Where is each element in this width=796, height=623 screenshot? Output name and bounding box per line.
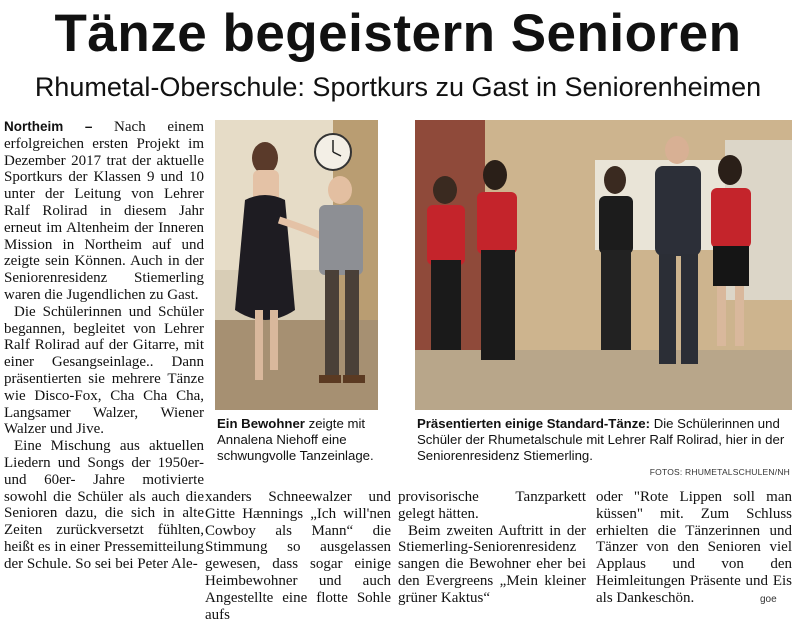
- article-paragraph: provisorische Tanzparkett gelegt hätten.: [398, 489, 586, 522]
- photo-credit: FOTOS: RHUMETALSCHULEN/NH: [649, 467, 790, 477]
- article-paragraph: Die Schülerinnen und Schüler begannen, begleitet von Lehrer Ralf Rolirad auf der Gitarre, mit einer Gesangseinlage.. Dann präsentierten sie mehrere Tänze wie Disco-Fox, Cha Cha Cha, Langsamer Walzer, Wiener Walzer und Jive.: [4, 303, 204, 438]
- dancing-pairs-photo: [415, 120, 792, 410]
- article-paragraph: [4, 119, 204, 304]
- article-column-4: [596, 489, 792, 608]
- caption-text: Die Schülerinnen und Schüler der Rhumetalschule mit Lehrer Ralf Rolirad, hier in der Seniorenresidenz Stiemerling.: [417, 416, 785, 463]
- dateline: Northeim –: [4, 119, 93, 134]
- article-column-3: [398, 489, 586, 608]
- author-tag: goe: [760, 594, 777, 605]
- headline: Tänze begeistern Senioren: [54, 4, 742, 63]
- photo-caption: [417, 416, 793, 464]
- caption-lead: Präsentierten einige Standard-Tänze:: [417, 416, 651, 431]
- caption-text: zeigte mit Annalena Niehoff eine schwungvolle Tanzeinlage.: [217, 416, 374, 463]
- article-paragraph: Eine Mischung aus aktuellen Liedern und Songs der 1950er- und 60er- Jahre motivierte sowohl die Schüler als auch die Senioren dazu, die sich in alte Zeiten zurückversetzt fühlten, heißt es in einer Pressemitteilung der Schule. So sei bei Peter Ale-: [4, 438, 204, 572]
- paragraph-text: Nach einem erfolgreichen ersten Projekt im Dezember 2017 trat der aktuelle Sportkurs der Klassen 9 und 10 unter der Leitung von Lehrer Ralf Rolirad in diesem Jahr erneut im Altenheim der Inneren Mission in Northeim auf und zeigte sein Können. Auch in der Seniorenresidenz Stiemerling waren die Jugendlichen zu Gast.: [4, 119, 204, 303]
- dancing-couple-photo: [215, 120, 378, 410]
- subheadline: Rhumetal-Oberschule: Sportkurs zu Gast in Seniorenheimen: [34, 72, 762, 102]
- article-column-1: [4, 119, 204, 609]
- photo-caption: [217, 416, 382, 464]
- article-column-2: [205, 489, 391, 623]
- article-paragraph: oder "Rote Lippen soll man küssen" mit. Zum Schluss erhielten die Tänzerinnen und Tänzer von den Senioren viel Applaus und von den Heimleitungen Präsente und Eis als Dankeschön.: [596, 489, 792, 606]
- article-paragraph: Beim zweiten Auftritt in der Stiemerling-Seniorenresidenz sangen die Bewohner eher bei den Evergreens „Mein kleiner grüner Kaktus“: [398, 522, 586, 606]
- article-paragraph: xanders Schneewalzer und Gitte Hænnings „Ich will'nen Cowboy als Mann“ die Stimmung so ausgelassen gewesen, dass sogar einige Heimbewohner und auch Angestellte eine flotte Sohle aufs: [205, 489, 391, 623]
- caption-lead: Ein Bewohner: [217, 416, 305, 431]
